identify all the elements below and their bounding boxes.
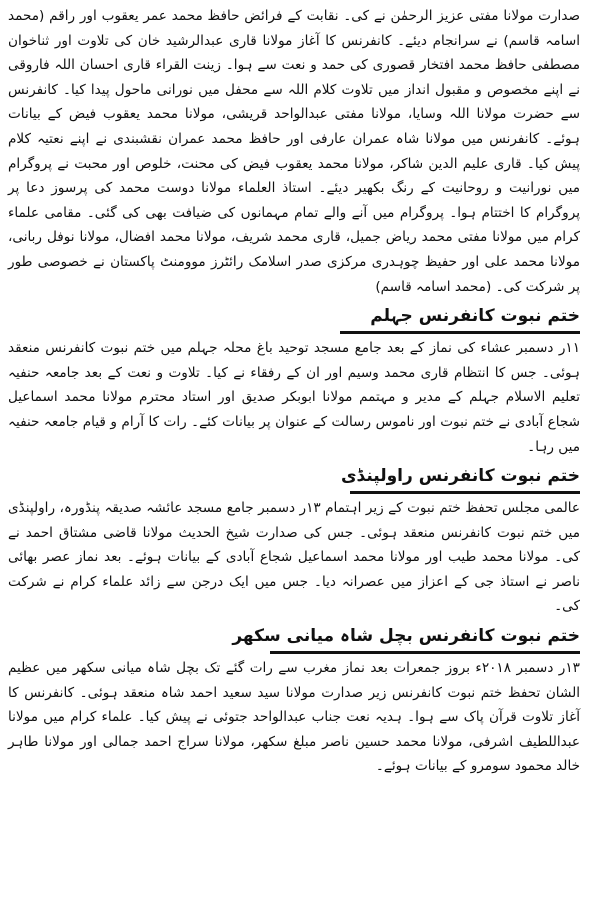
intro-paragraph: صدارت مولانا مفتی عزیز الرحمٰن نے کی۔ نقابت کے فرائض حافظ محمد عمر یعقوب اور راقم (محمد اسامہ قاسم) نے سرانجام دیئے۔ کانفرنس کا آغاز مولانا قاری عبدالرشید خان کی تلاوت اور ثناخوان مصطفی حافظ محمد افتخار قصوری کی حمد و نعت سے ہوا۔ زینت القراء قاری احسان اللہ فاروقی نے اپنے مخصوص و مقبول انداز میں تلاوت کلام اللہ سے محفل میں نورانی ماحول پیدا کیا۔ کانفرنس سے حضرت مولانا اللہ وسایا، مولانا مفتی عبدالواحد قریشی، مولانا محمد یعقوب فیض کے بیانات ہوئے۔ کانفرنس میں مولانا شاہ عمران عارفی اور حافظ محمد عمران نقشبندی نے اپنے نعتیہ کلام پیش کیا۔ قاری علیم الدین شاکر، مولانا محمد یعقوب فیض کی محنت، خلوص اور محبت نے پروگرام میں نورانیت و روحانیت کے رنگ بکھیر دیئے۔ استاذ العلماء مولانا دوست محمد کی پرسوز دعا پر پروگرام کا اختتام ہوا۔ پروگرام میں آنے والے تمام مہمانوں کی ضیافت بھی کی گئی۔ مقامی علماء کرام میں مولانا مفتی محمد ریاض جمیل، قاری محمد شریف، مولانا محمد افضال، مولانا نوفل ربانی، مولانا محمد علی اور حفیظ چوہدری مرکزی صدر اسلامک رائٹرز موومنٹ پاکستان نے خصوصی طور پر شرکت کی۔ (محمد اسامہ قاسم)	[8, 8, 580, 295]
title-underline	[270, 651, 580, 654]
section-paragraph-rawalpindi: عالمی مجلس تحفظ ختم نبوت کے زیر اہتمام ۱۳ر دسمبر جامع مسجد عائشہ صدیقہ پنڈورہ، راولپنڈی میں ختم نبوت کانفرنس منعقد ہوئی۔ جس کی صدارت شیخ الحدیث مولانا قاضی مشتاق احمد نے کی۔ مولانا محمد طیب اور مولانا محمد اسماعیل شجاع آبادی کے بیانات ہوئے۔ بعد نماز عصر بھائی ناصر نے استاذ جی کے اعزاز میں عصرانہ دیا۔ جس میں ایک درجن سے زائد علماء کرام نے شرکت کی۔	[8, 500, 580, 615]
section-paragraph-jhelum: ۱۱ر دسمبر عشاء کی نماز کے بعد جامع مسجد توحید باغ محلہ جہلم میں ختم نبوت کانفرنس منعقد ہوئی۔ جس کا انتظام قاری محمد وسیم اور ان کے رفقاء نے کیا۔ تلاوت و نعت کے بعد جامعہ حنفیہ تعلیم الاسلام جہلم کے مدیر و مہتمم مولانا ابوبکر صدیق اور استاد محترم مولانا محمد اسماعیل شجاع آبادی نے ختم نبوت اور ناموس رسالت کے عنوان پر بیانات کئے۔ رات کا آرام و قیام جامعہ حنفیہ میں رہا۔	[8, 340, 580, 455]
section-paragraph-sukkur: ۱۳ر دسمبر ۲۰۱۸ء بروز جمعرات بعد نماز مغرب سے رات گئے تک بچل شاہ میانی سکھر میں عظیم الشان تحفظ ختم نبوت کانفرنس زیر صدارت مولانا سید سعید احمد شاہ منعقد ہوئی۔ کانفرنس کا آغاز تلاوت قرآن پاک سے ہوا۔ ہدیہ نعت جناب عبدالواحد جتوئی نے پیش کیا۔ علماء کرام میں مولانا عبداللطیف اشرفی، مولانا محمد حسین ناصر مبلغ سکھر، مولانا سراج احمد جمالی اور مولانا طاہر خالد محمود سومرو کے بیانات ہوئے۔	[8, 660, 580, 775]
section-sukkur	[8, 622, 580, 779]
section-jhelum	[8, 302, 580, 459]
section-title-rawalpindi: ختم نبوت کانفرنس راولپنڈی	[340, 466, 580, 487]
section-title-sukkur: ختم نبوت کانفرنس بچل شاہ میانی سکھر	[232, 626, 580, 647]
title-underline	[350, 491, 580, 494]
section-title-jhelum: ختم نبوت کانفرنس جہلم	[370, 306, 580, 327]
title-underline	[340, 331, 580, 334]
section-rawalpindi	[8, 462, 580, 619]
